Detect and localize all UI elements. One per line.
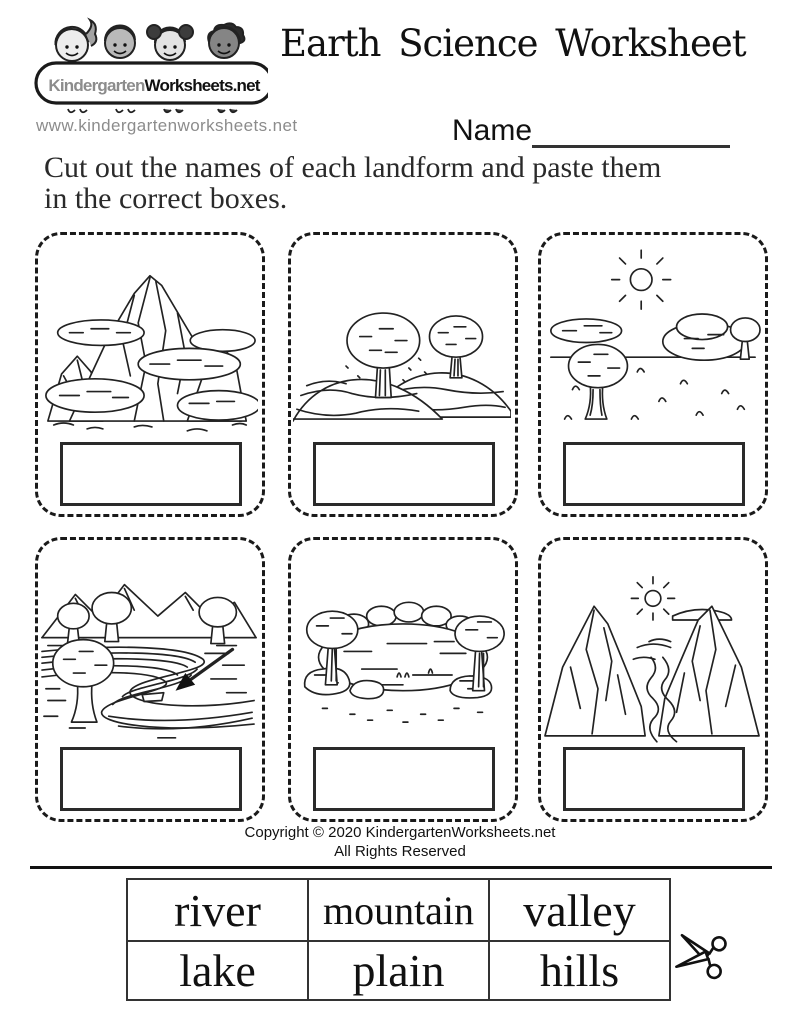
plain-illustration (543, 243, 761, 441)
answer-box-valley[interactable] (563, 747, 745, 811)
landform-card-mountain (35, 232, 265, 517)
answer-box-mountain[interactable] (60, 442, 242, 506)
answer-box-lake[interactable] (313, 747, 495, 811)
landform-card-hills (288, 232, 518, 517)
copyright (0, 824, 800, 862)
rights-line: All Rights Reserved (334, 842, 466, 860)
landform-card-valley (538, 537, 768, 822)
name-label: Name (452, 114, 533, 147)
instructions-line1: Cut out the names of each landform and paste them (44, 151, 662, 184)
hills-illustration (293, 243, 511, 441)
word-card-valley[interactable]: valley (489, 879, 670, 941)
word-card-lake[interactable]: lake (127, 941, 308, 1000)
page-title: Earth Science Worksheet (280, 22, 746, 65)
answer-box-plain[interactable] (563, 442, 745, 506)
lake-illustration (293, 548, 511, 746)
word-card-plain[interactable]: plain (308, 941, 489, 1000)
copyright-line: Copyright © 2020 KindergartenWorksheets.net (244, 824, 556, 841)
mountain-illustration (40, 243, 258, 441)
website-url: www.kindergartenworksheets.net (36, 116, 298, 135)
word-card-hills[interactable]: hills (489, 941, 670, 1000)
instructions (44, 152, 764, 214)
landform-card-lake (288, 537, 518, 822)
logo-banner-text: KindergartenWorksheets.net (48, 76, 260, 95)
landform-card-river (35, 537, 265, 822)
word-card-mountain[interactable]: mountain (308, 879, 489, 941)
divider-line (30, 866, 772, 869)
instructions-line2: in the correct boxes. (44, 182, 288, 216)
scissors-icon (672, 922, 733, 986)
word-bank-table (126, 878, 671, 1001)
answer-box-river[interactable] (60, 747, 242, 811)
name-row (452, 114, 730, 148)
river-illustration (40, 548, 258, 746)
valley-illustration (543, 548, 761, 746)
word-card-river[interactable]: river (127, 879, 308, 941)
answer-box-hills[interactable] (313, 442, 495, 506)
landform-card-plain (538, 232, 768, 517)
name-input-line[interactable] (532, 115, 730, 148)
